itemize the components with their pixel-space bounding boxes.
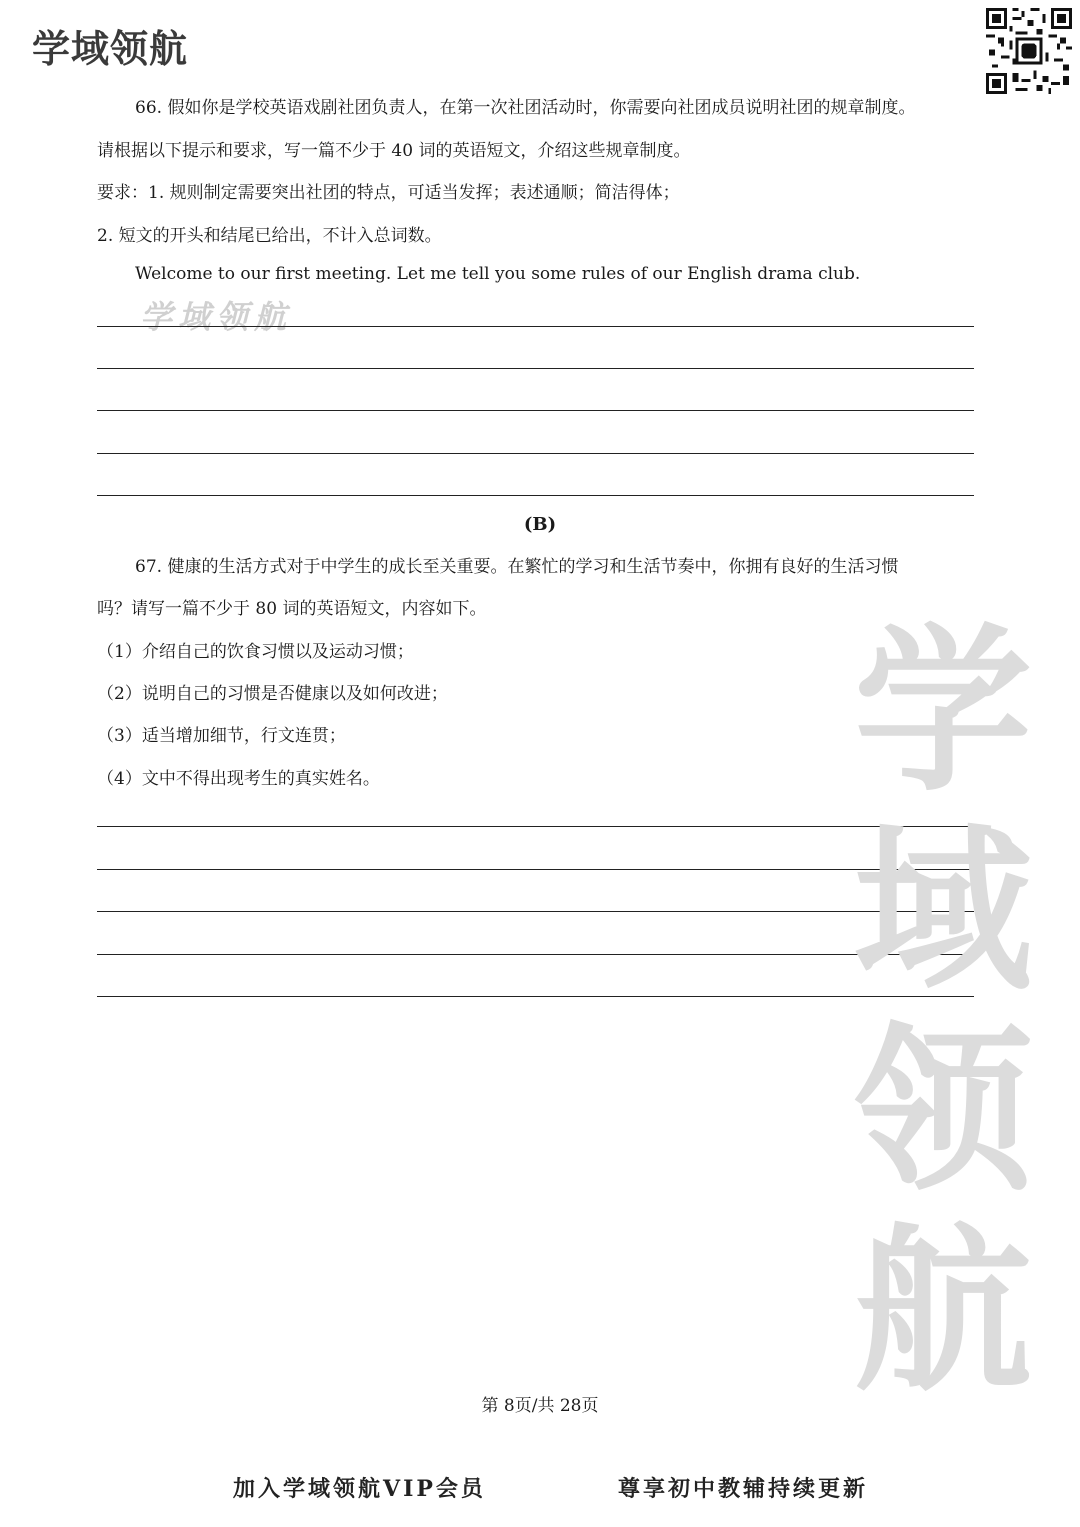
q67-item: （3）适当增加细节，行文连贯； <box>97 726 346 746</box>
q67-item: （1）介绍自己的饮食习惯以及运动习惯； <box>97 642 414 662</box>
q67-writing-line[interactable] <box>97 869 974 870</box>
q66-requirements-line-2: 2. 短文的开头和结尾已给出，不计入总词数。 <box>97 226 442 246</box>
vertical-watermark <box>848 608 1038 1415</box>
q66-writing-line[interactable] <box>97 453 974 454</box>
promo-join-vip: 加入学域领航VIP会员 <box>233 1476 486 1502</box>
q66-prompt-line-2: 请根据以下提示和要求，写一篇不少于 40 词的英语短文，介绍这些规章制度。 <box>97 141 691 161</box>
watermark-char: 学 <box>854 608 1032 815</box>
q66-requirements-line-1: 要求：1. 规则制定需要突出社团的特点，可适当发挥；表述通顺；简洁得体； <box>97 183 680 203</box>
q67-prompt-line-2: 吗？请写一篇不少于 80 词的英语短文，内容如下。 <box>97 599 487 619</box>
q66-writing-line[interactable] <box>97 410 974 411</box>
q67-writing-line[interactable] <box>97 826 974 827</box>
watermark-char: 航 <box>854 1208 1032 1415</box>
qr-code[interactable] <box>986 8 1072 94</box>
q66-opening-sentence: Welcome to our first meeting. Let me tell you some rules of our English drama club. <box>135 264 861 284</box>
q67-prompt-line-1: 67. 健康的生活方式对于中学生的成长至关重要。在繁忙的学习和生活节奏中，你拥有良好的生活习惯 <box>135 557 899 577</box>
q66-writing-line[interactable] <box>97 368 974 369</box>
q66-prompt-line-1: 66. 假如你是学校英语戏剧社团负责人，在第一次社团活动时，你需要向社团成员说明社团的规章制度。 <box>135 98 916 118</box>
q67-writing-line[interactable] <box>97 911 974 912</box>
q66-writing-line[interactable] <box>97 326 974 327</box>
brand-logo: 学域领航 <box>32 27 189 71</box>
q66-writing-line[interactable] <box>97 495 974 496</box>
watermark-char: 域 <box>854 808 1032 1015</box>
promo-updates: 尊享初中教辅持续更新 <box>618 1476 869 1502</box>
page-number: 第 8页/共 28页 <box>481 1396 599 1416</box>
q67-item: （2）说明自己的习惯是否健康以及如何改进； <box>97 684 448 704</box>
section-b-heading: (B) <box>523 514 557 535</box>
inline-watermark: 学域领航 <box>140 298 293 336</box>
q67-writing-line[interactable] <box>97 996 974 997</box>
q67-item: （4）文中不得出现考生的真实姓名。 <box>97 769 380 789</box>
q67-writing-line[interactable] <box>97 954 974 955</box>
watermark-char: 领 <box>854 1008 1032 1215</box>
